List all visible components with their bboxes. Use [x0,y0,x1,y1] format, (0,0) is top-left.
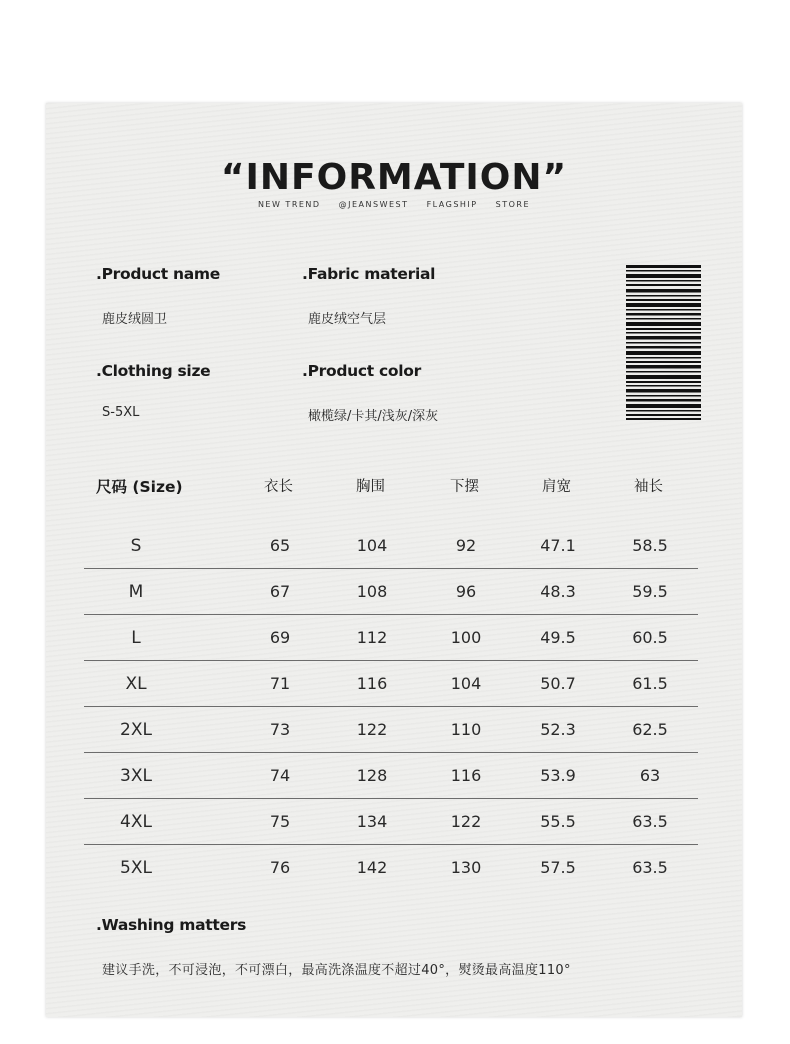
fabric-value: 鹿皮绒空气层 [308,312,387,327]
information-card [46,103,742,1017]
hem-cell: 110 [450,720,482,739]
product-color-label: .Product color [302,362,421,380]
hem-cell: 104 [450,674,482,693]
subtitle [46,200,742,209]
sleeve-cell: 61.5 [632,674,668,693]
length-cell: 75 [269,812,291,831]
subtitle-part: STORE [495,200,531,209]
sleeve-column-header: 袖长 [634,479,663,495]
sleeve-cell: 59.5 [632,582,668,601]
page-title: “INFORMATION” [220,157,568,198]
sleeve-cell: 62.5 [632,720,668,739]
fabric-label: .Fabric material [302,265,436,283]
shoulder-cell: 55.5 [540,812,576,831]
size-cell: 2XL [120,720,152,740]
length-cell: 67 [269,582,291,601]
size-cell: S [130,536,142,556]
shoulder-cell: 47.1 [540,536,576,555]
hem-column-header: 下摆 [450,479,479,495]
chest-cell: 116 [356,674,388,693]
hem-cell: 116 [450,766,482,785]
table-row [84,799,698,845]
shoulder-cell: 57.5 [540,858,576,877]
table-row [84,569,698,615]
product-name-value: 鹿皮绒圆卫 [102,312,168,327]
product-color-value: 橄榄绿/卡其/浅灰/深灰 [308,409,439,424]
barcode-icon [626,265,701,420]
length-cell: 73 [269,720,291,739]
size-cell: L [131,628,141,648]
subtitle-part: FLAGSHIP [426,200,478,209]
chest-cell: 104 [356,536,388,555]
shoulder-column-header: 肩宽 [542,479,571,495]
size-column-header: 尺码 (Size) [96,478,183,496]
length-column-header: 衣长 [264,479,293,495]
product-name-label: .Product name [96,265,220,283]
size-cell: XL [125,674,147,694]
clothing-size-value: S-5XL [102,405,140,420]
sleeve-cell: 63.5 [632,812,668,831]
shoulder-cell: 48.3 [540,582,576,601]
table-row [84,661,698,707]
sleeve-cell: 63.5 [632,858,668,877]
hem-cell: 130 [450,858,482,877]
washing-label: .Washing matters [96,916,247,934]
sleeve-cell: 63 [639,766,661,785]
chest-cell: 122 [356,720,388,739]
chest-cell: 142 [356,858,388,877]
washing-text: 建议手洗，不可浸泡，不可漂白，最高洗涤温度不超过40°，熨烫最高温度110° [102,963,571,978]
shoulder-cell: 49.5 [540,628,576,647]
shoulder-cell: 52.3 [540,720,576,739]
chest-cell: 112 [356,628,388,647]
size-cell: 3XL [120,766,152,786]
sleeve-cell: 58.5 [632,536,668,555]
chest-cell: 108 [356,582,388,601]
length-cell: 71 [269,674,291,693]
table-row [84,523,698,569]
size-cell: 4XL [120,812,152,832]
hem-cell: 92 [455,536,477,555]
shoulder-cell: 53.9 [540,766,576,785]
chest-cell: 134 [356,812,388,831]
table-row [84,845,698,891]
length-cell: 76 [269,858,291,877]
chest-cell: 128 [356,766,388,785]
length-cell: 74 [269,766,291,785]
shoulder-cell: 50.7 [540,674,576,693]
size-cell: M [128,582,144,602]
sleeve-cell: 60.5 [632,628,668,647]
size-cell: 5XL [120,858,152,878]
table-row [84,707,698,753]
hem-cell: 96 [455,582,477,601]
subtitle-part: @JEANSWEST [338,200,409,209]
hem-cell: 100 [450,628,482,647]
hem-cell: 122 [450,812,482,831]
subtitle-part: NEW TREND [257,200,321,209]
table-row [84,753,698,799]
chest-column-header: 胸围 [356,479,385,495]
length-cell: 65 [269,536,291,555]
table-row [84,615,698,661]
length-cell: 69 [269,628,291,647]
clothing-size-label: .Clothing size [96,362,211,380]
